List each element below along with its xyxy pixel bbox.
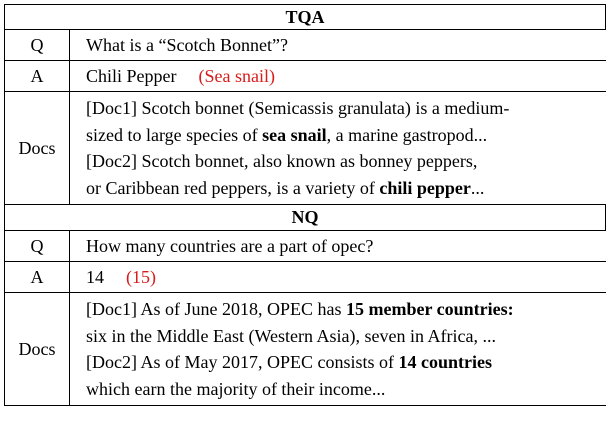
doc-line: which earn the majority of their income... bbox=[86, 378, 386, 399]
docs-text-nq bbox=[70, 293, 606, 405]
answer-label: A bbox=[5, 61, 70, 91]
answer-text-tqa: Chili Pepper bbox=[86, 65, 177, 86]
doc-line: [Doc2] Scotch bonnet, also known as bonney peppers, bbox=[86, 151, 478, 171]
answer-row-nq bbox=[4, 262, 606, 293]
docs-row-tqa bbox=[4, 92, 606, 205]
section-header-tqa bbox=[4, 4, 606, 30]
answer-row-tqa bbox=[4, 61, 606, 92]
doc-line: [Doc1] Scotch bonnet (Semicassis granulata) is a medium- bbox=[86, 98, 510, 118]
doc-line: six in the Middle East (Western Asia), seven in Africa, ... bbox=[86, 325, 496, 346]
answer-cell-tqa bbox=[70, 61, 606, 91]
question-text-nq: How many countries are a part of opec? bbox=[86, 235, 374, 256]
answer-text-nq: 14 bbox=[86, 266, 104, 287]
question-row-tqa bbox=[4, 30, 606, 61]
section-title-tqa: TQA bbox=[285, 6, 325, 27]
question-row-nq bbox=[4, 231, 606, 262]
question-text-tqa: What is a “Scotch Bonnet”? bbox=[86, 34, 288, 55]
docs-row-nq bbox=[4, 293, 606, 406]
docs-label: Docs bbox=[5, 92, 70, 204]
doc-line: [Doc1] As of June 2018, OPEC has 15 member countries: bbox=[86, 299, 514, 319]
docs-label: Docs bbox=[5, 293, 70, 405]
doc-line: [Doc2] As of May 2017, OPEC consists of 14 countries bbox=[86, 352, 492, 372]
docs-text-tqa bbox=[70, 92, 606, 204]
doc-line: or Caribbean red peppers, is a variety of chili pepper... bbox=[86, 177, 485, 198]
section-header-nq bbox=[4, 205, 606, 231]
answer-label: A bbox=[5, 262, 70, 292]
doc-line: sized to large species of sea snail, a marine gastropod... bbox=[86, 124, 488, 145]
question-label: Q bbox=[5, 30, 70, 60]
answer-alt-nq: (15) bbox=[126, 266, 156, 287]
section-title-nq: NQ bbox=[291, 207, 319, 227]
qa-table bbox=[4, 4, 606, 406]
answer-alt-tqa: (Sea snail) bbox=[198, 65, 275, 86]
question-label: Q bbox=[5, 231, 70, 261]
answer-cell-nq bbox=[70, 262, 606, 292]
